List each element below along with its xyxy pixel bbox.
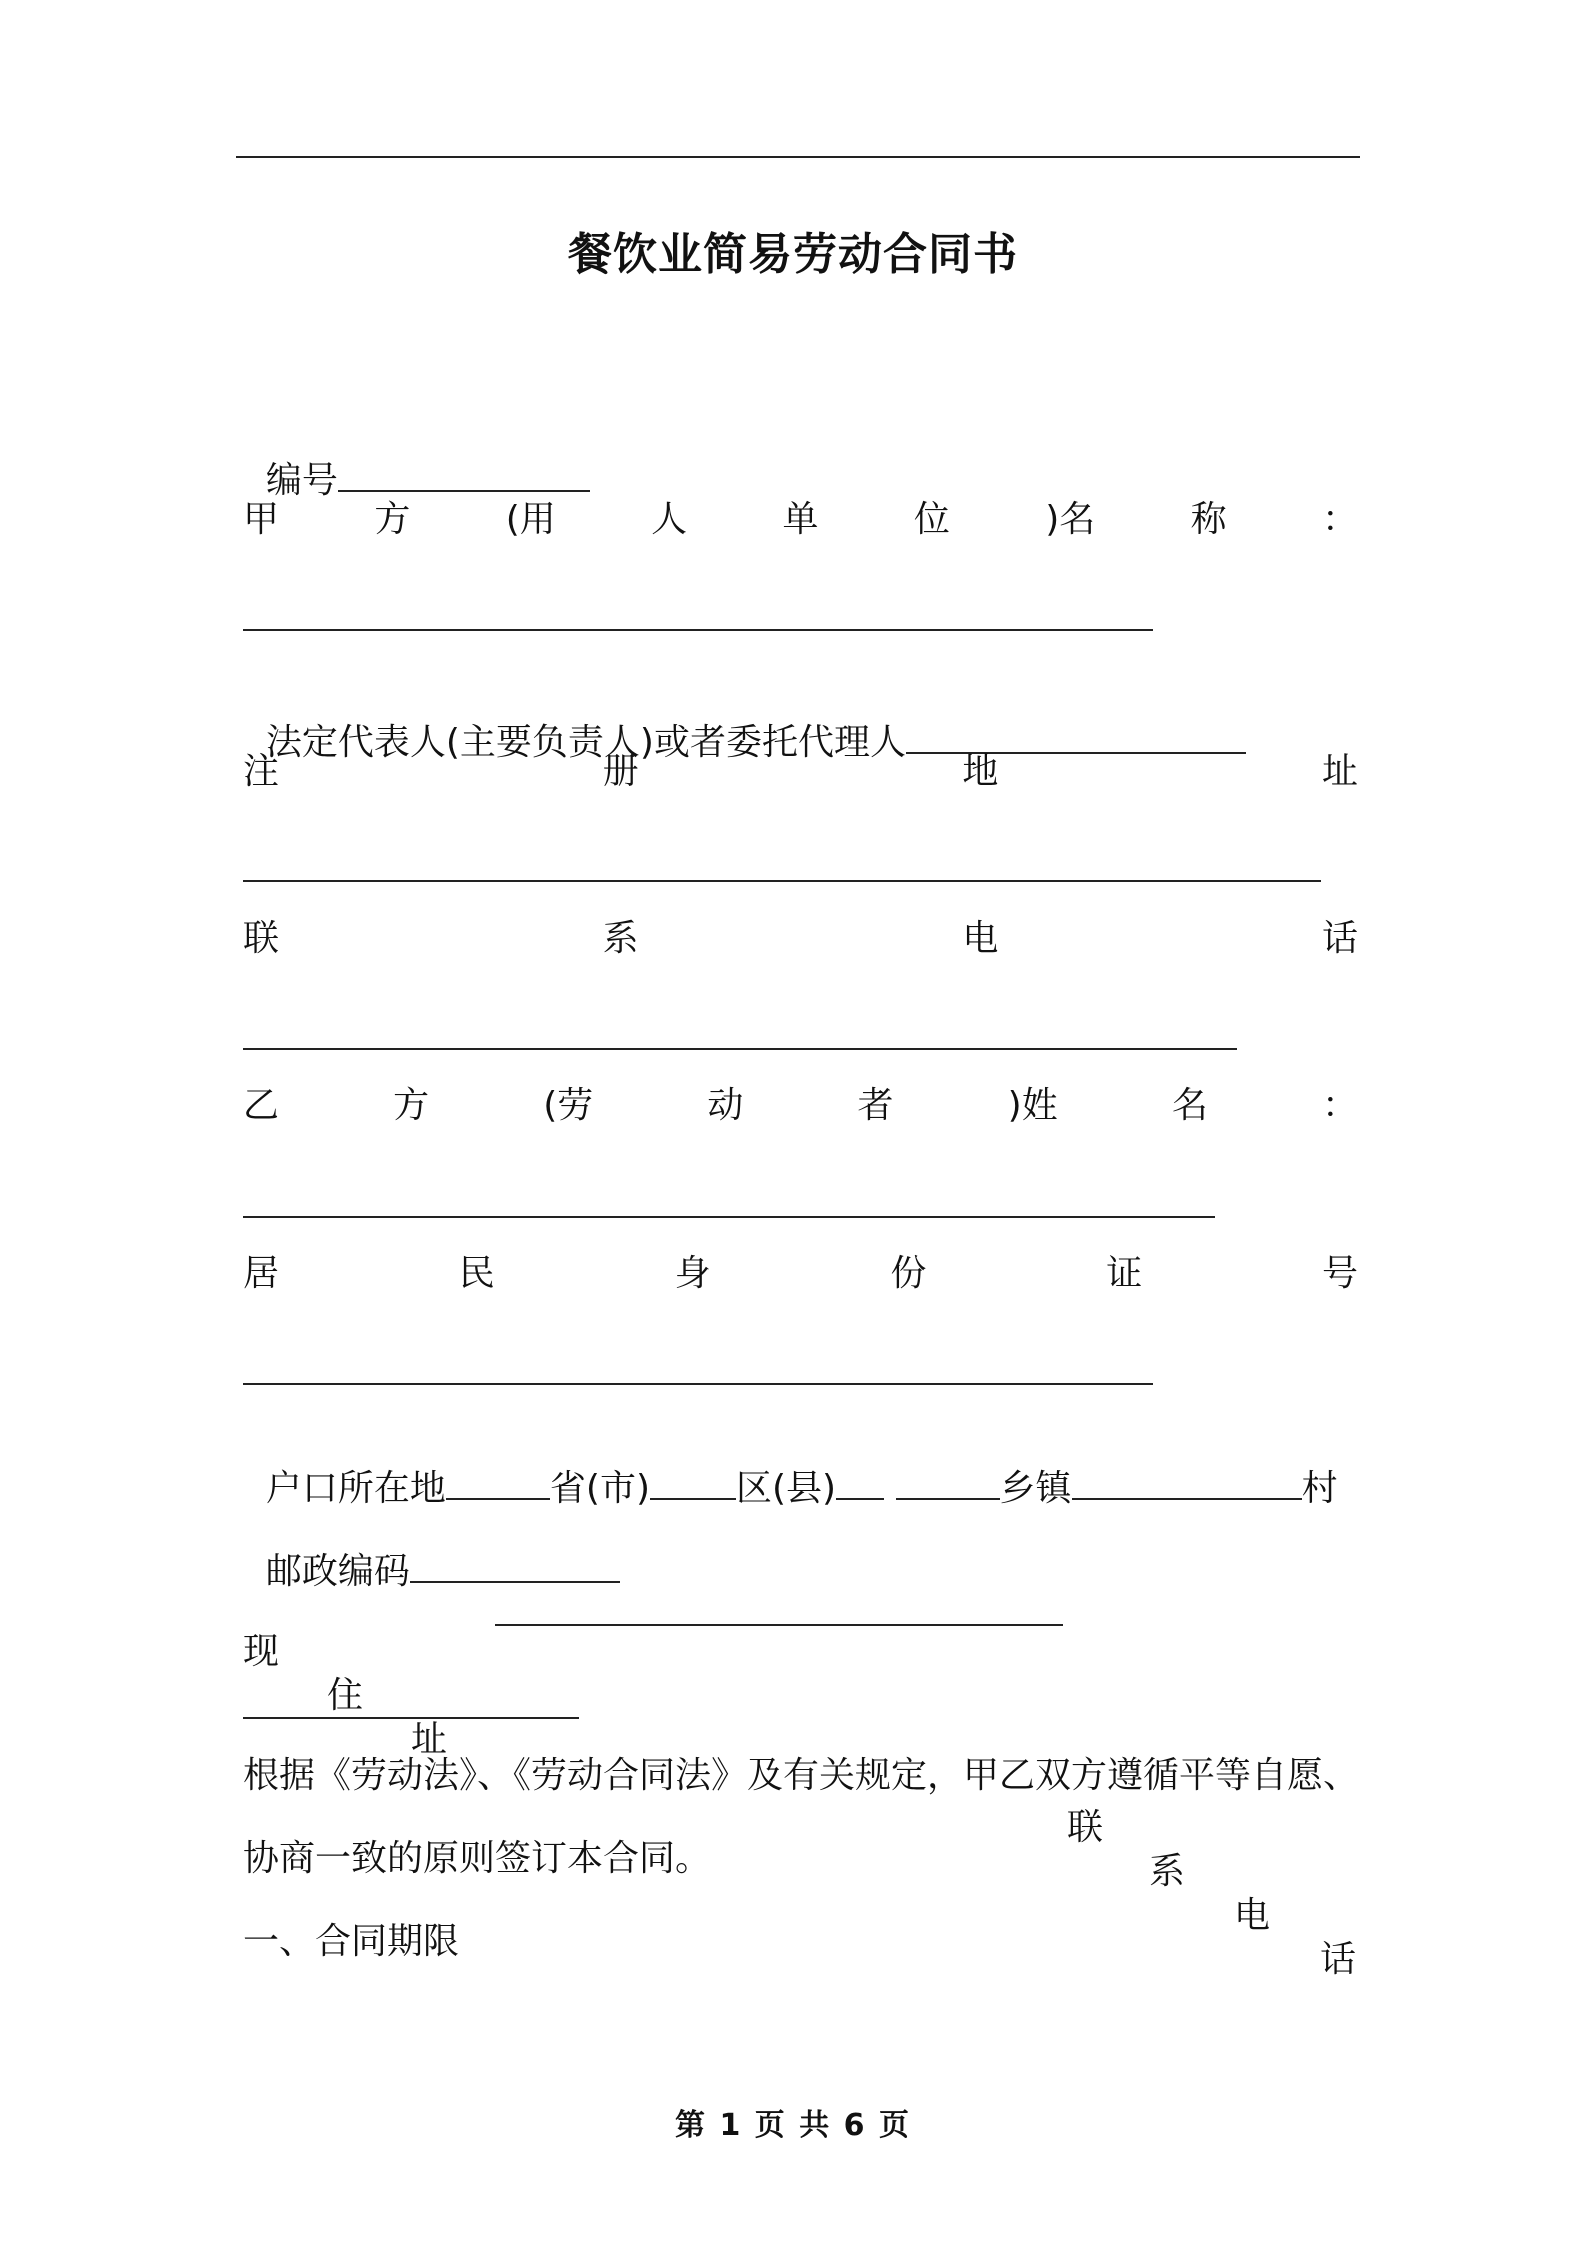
party-b-phone-field[interactable] (243, 1717, 579, 1719)
page-footer: 第 1 页 共 6 页 (675, 2108, 911, 2143)
party-b-name-label: 乙 方 (劳 动 者 )姓 名 ： (243, 1085, 1358, 1126)
current-address-char-1: 现 (243, 1631, 280, 1672)
party-a-address-label: 注 册 地 址 (243, 751, 1358, 792)
party-b-id-label: 居 民 身 份 证 号 (243, 1253, 1358, 1294)
contact-char-3: 电 (1234, 1895, 1271, 1936)
hukou-province-label: 省(市) (549, 1468, 650, 1509)
party-a-name-label: 甲 方 (用 人 单 位 )名 称 ： (243, 499, 1358, 540)
contract-number-line (243, 412, 590, 503)
hukou-province-field[interactable] (446, 1464, 550, 1500)
contact-char-4: 话 (1320, 1939, 1357, 1980)
current-address-char-2: 住 (327, 1675, 364, 1716)
header-rule (236, 156, 1360, 158)
hukou-town-label: 乡镇 (999, 1468, 1072, 1509)
party-b-name-field[interactable] (243, 1216, 1215, 1218)
hukou-district-label: 区(县) (736, 1468, 837, 1509)
hukou-village-label: 村 (1301, 1468, 1338, 1509)
party-b-postcode-line (243, 1503, 620, 1594)
party-a-rep-field[interactable] (906, 718, 1246, 754)
party-a-phone-label: 联 系 电 话 (243, 918, 1358, 959)
contract-number-label: 编号 (265, 460, 338, 501)
party-a-phone-field[interactable] (243, 1048, 1237, 1050)
party-b-hukou-line (243, 1420, 1338, 1511)
intro-paragraph-line-2: 协商一致的原则签订本合同。 (243, 1838, 712, 1879)
postcode-field[interactable] (410, 1547, 620, 1583)
party-a-name-field[interactable] (243, 629, 1153, 631)
hukou-town-field[interactable] (896, 1464, 1000, 1500)
hukou-village-field[interactable] (1072, 1464, 1302, 1500)
current-address-char-3: 址 (411, 1719, 448, 1760)
party-a-rep-label: 法定代表人(主要负责人)或者委托代理人 (265, 722, 906, 763)
hukou-label: 户口所在地 (265, 1468, 446, 1509)
hukou-blank-field[interactable] (836, 1464, 884, 1500)
section-heading-contract-term: 一、合同期限 (243, 1921, 460, 1962)
party-a-address-field[interactable] (243, 880, 1321, 882)
postcode-label: 邮政编码 (265, 1551, 410, 1592)
contact-char-1: 联 (1067, 1807, 1104, 1848)
document-title: 餐饮业简易劳动合同书 (568, 229, 1018, 280)
current-address-field[interactable] (495, 1590, 1063, 1626)
intro-paragraph-line-1: 根据《劳动法》、《劳动合同法》及有关规定，甲乙双方遵循平等自愿、 (243, 1755, 1360, 1796)
party-b-id-field[interactable] (243, 1383, 1153, 1385)
hukou-district-field[interactable] (650, 1464, 736, 1500)
contract-number-field[interactable] (338, 456, 590, 492)
contact-char-2: 系 (1149, 1851, 1186, 1892)
